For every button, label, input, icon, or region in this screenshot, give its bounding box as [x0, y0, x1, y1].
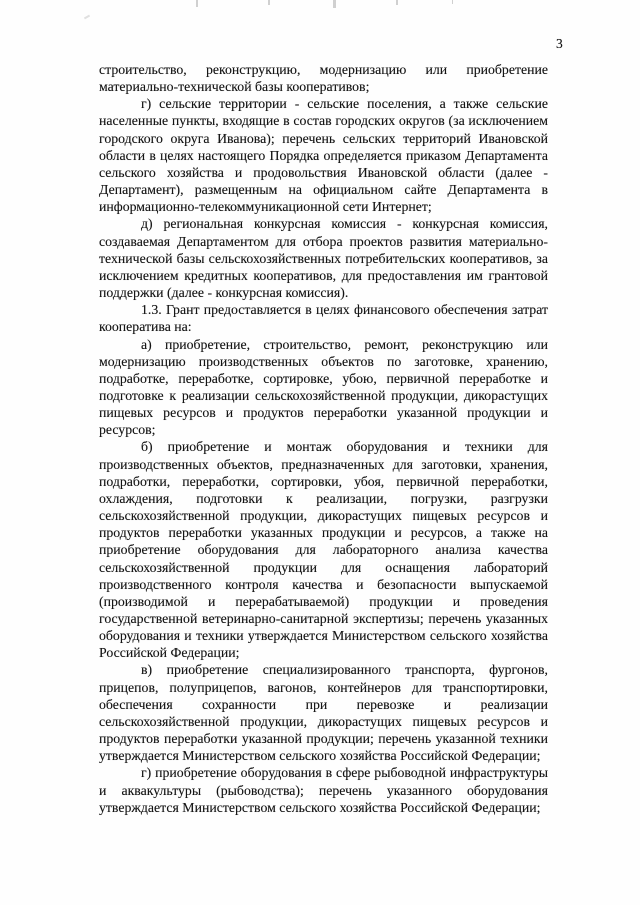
paragraph-continuation: строительство, реконструкцию, модернизацию или приобретение материально-технической базы кооперативов;	[99, 62, 548, 95]
paragraph-definition-regional-commission: д) региональная конкурсная комиссия - конкурсная комиссия, создаваемая Департаментом для отбора проектов развития материально-технической базы сельскохозяйственных потребительских кооперативов, за исключением кредитных кооперативов, для предоставления им грантовой поддержки (далее - конкурсная комиссия).	[99, 216, 548, 301]
scan-artifact	[333, 0, 336, 8]
paragraph-item-v: в) приобретение специализированного транспорта, фургонов, прицепов, полуприцепов, вагонов, контейнеров для транспортировки, обеспечения сохранности при перевозке и реализации сельскохозяйственной продукции, дикорастущих пищевых ресурсов и продуктов переработки указанной продукции; перечень указанной техники утверждается Министерством сельского хозяйства Российской Федерации;	[99, 662, 548, 764]
paragraph-definition-rural-territories: г) сельские территории - сельские поселения, а также сельские населенные пункты, входящие в состав городских округов (за исключением городского округа Иванова); перечень сельских территорий Ивановской области в целях настоящего Порядка определяется приказом Департамента сельского хозяйства и продовольствия Ивановской области (далее - Департамент), размещенным на официальном сайте Департамента в информационно-телекоммуникационной сети Интернет;	[99, 96, 548, 215]
document-body	[99, 61, 548, 816]
paragraph-clause-1-3: 1.3. Грант предоставляется в целях финансового обеспечения затрат кооператива на:	[99, 302, 548, 335]
paragraph-item-g: г) приобретение оборудования в сфере рыбоводной инфраструктуры и аквакультуры (рыбоводства); перечень указанного оборудования утверждается Министерством сельского хозяйства Российской Федерации;	[99, 765, 548, 815]
scan-artifact	[396, 0, 398, 5]
scan-artifact	[268, 0, 270, 5]
paragraph-item-b: б) приобретение и монтаж оборудования и техники для производственных объектов, предназначенных для заготовки, хранения, подработки, переработки, сортировки, убоя, первичной переработки, охлаждения, подготовки к реализации, погрузки, разгрузки сельскохозяйственной продукции, дикорастущих пищевых ресурсов и продуктов переработки указанных продукции и ресурсов, а также на приобретение оборудования для лабораторного анализа качества сельскохозяйственной продукции для оснащения лабораторий производственного контроля качества и безопасности выпускаемой (производимой и перерабатываемой) продукции и проведения государственной ветеринарно-санитарной экспертизы; перечень указанных оборудования и техники утверждается Министерством сельского хозяйства Российской Федерации;	[99, 439, 548, 661]
scan-artifact	[84, 15, 90, 20]
scan-artifact	[196, 0, 198, 7]
page-number: 3	[556, 36, 563, 51]
paragraph-item-a: а) приобретение, строительство, ремонт, реконструкцию или модернизацию производственных объектов по заготовке, хранению, подработке, переработке, сортировке, убою, первичной переработке и подготовке к реализации сельскохозяйственной продукции, дикорастущих пищевых ресурсов и продуктов переработки указанной продукции и ресурсов;	[99, 336, 548, 438]
scan-artifact	[452, 0, 453, 4]
